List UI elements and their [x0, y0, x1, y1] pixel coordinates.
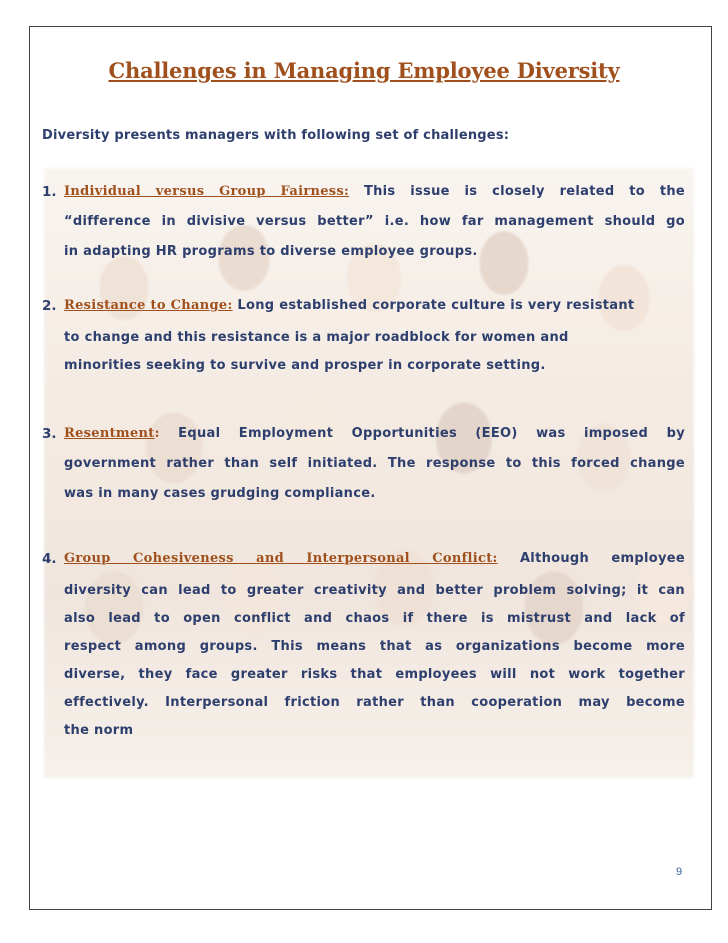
item-line: the norm	[64, 723, 134, 738]
item-text: Long established corporate culture is very resistant	[232, 298, 635, 313]
item-term: Resistance to Change:	[64, 298, 233, 313]
item-line: government rather than self initiated. The response to this forced change	[64, 456, 685, 471]
item-line: diverse, they face greater risks that employees will not work together	[64, 667, 685, 682]
item-term: Individual versus Group Fairness:	[64, 184, 350, 199]
page-title: Challenges in Managing Employee Diversity	[108, 58, 620, 83]
item-number: 2.	[42, 298, 57, 314]
item-line: “difference in divisive versus better” i.e. how far management should go	[64, 214, 685, 229]
item-line: effectively. Interpersonal friction rather than cooperation may become	[64, 695, 685, 710]
item-line: to change and this resistance is a major roadblock for women and	[64, 330, 569, 345]
item-number: 4.	[42, 551, 57, 567]
item-line	[64, 184, 685, 199]
intro-paragraph: Diversity presents managers with following set of challenges:	[42, 128, 510, 143]
page-number: 9	[676, 866, 683, 878]
item-number: 1.	[42, 184, 57, 200]
item-line	[64, 298, 685, 313]
item-text: Although employee	[497, 551, 685, 566]
item-term: Group Cohesiveness and Interpersonal Conflict:	[64, 551, 498, 566]
item-line	[64, 426, 685, 441]
item-term-suffix: :	[154, 426, 160, 441]
item-line: minorities seeking to survive and prosper in corporate setting.	[64, 358, 546, 373]
item-line	[64, 551, 685, 566]
item-text: This issue is closely related to the	[349, 184, 686, 199]
item-line: in adapting HR programs to diverse employee groups.	[64, 244, 478, 259]
item-line: diversity can lead to greater creativity and better problem solving; it can	[64, 583, 685, 598]
item-number: 3.	[42, 426, 57, 442]
item-line: respect among groups. This means that as organizations become more	[64, 639, 685, 654]
item-text: Equal Employment Opportunities (EEO) was imposed by	[159, 426, 685, 441]
item-line: was in many cases grudging compliance.	[64, 486, 376, 501]
item-line: also lead to open conflict and chaos if there is mistrust and lack of	[64, 611, 685, 626]
item-term: Resentment	[64, 426, 155, 441]
